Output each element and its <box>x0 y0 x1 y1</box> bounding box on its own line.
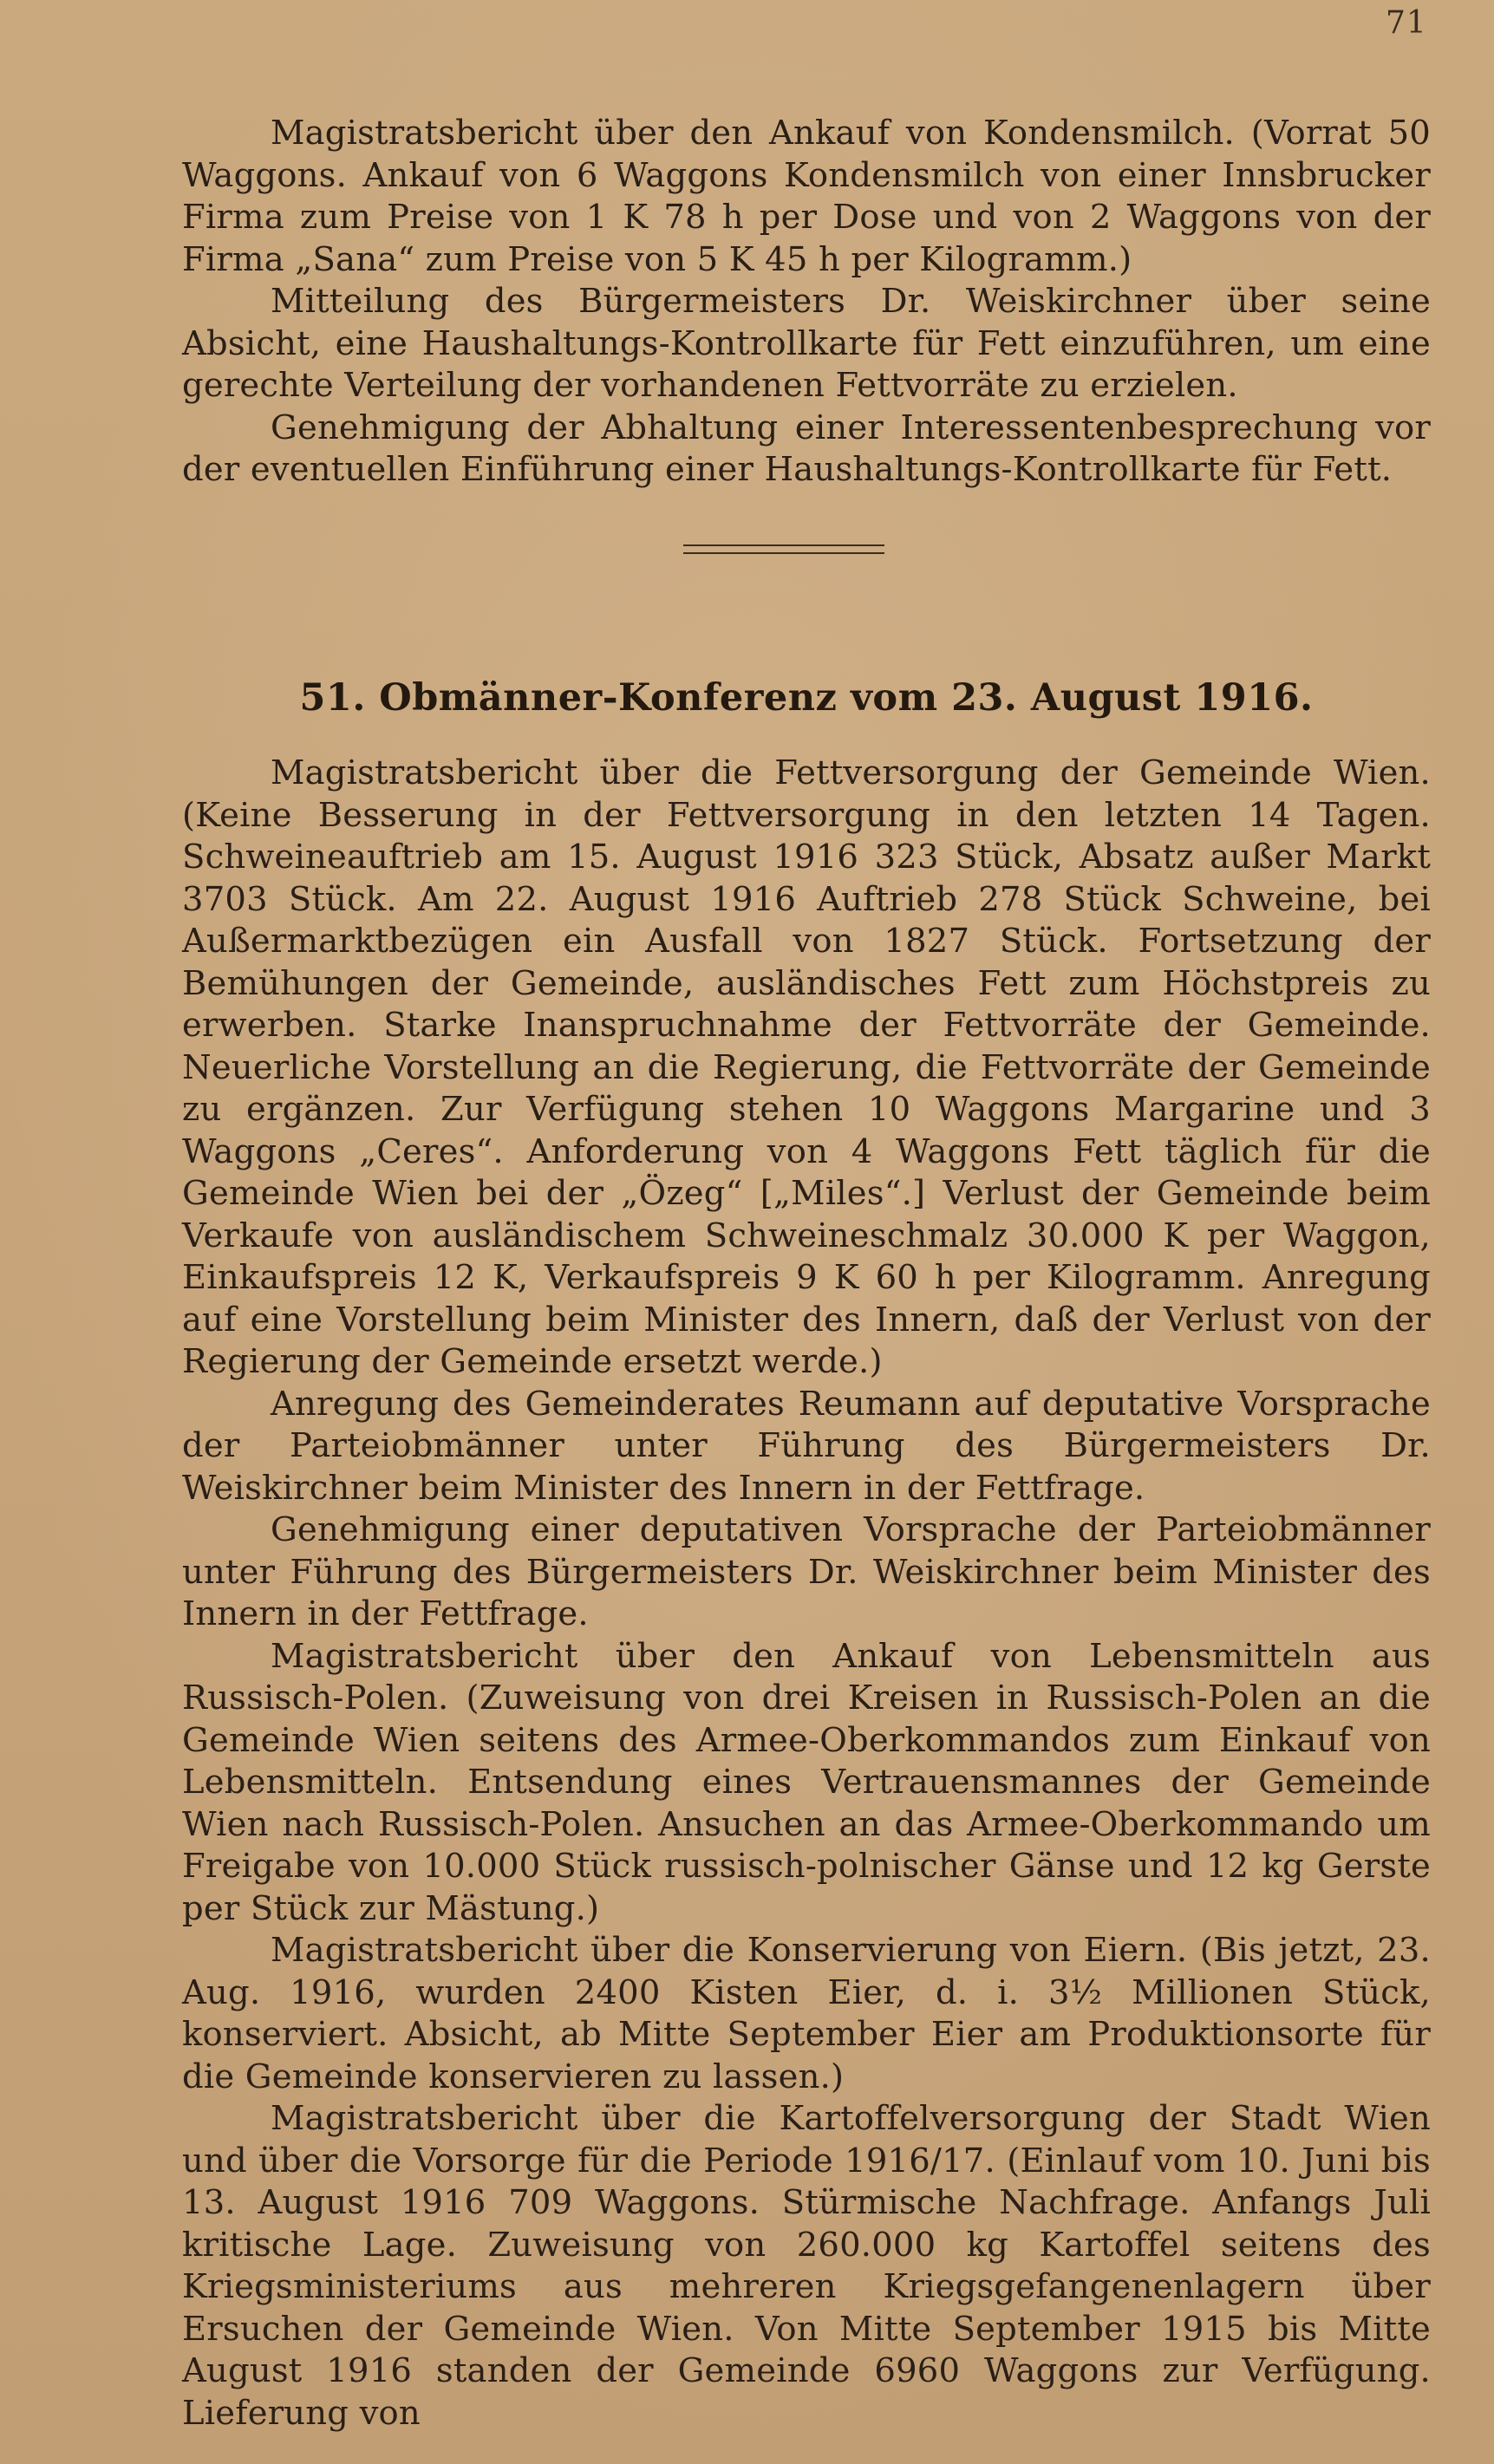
paragraph-fat-supply: Magistratsbericht über die Fettversorgung der Gemeinde Wien. (Keine Besserung in der Fettversorgung in den letzten 14 Tagen. Schweineauftrieb am 15. August 1916 323 Stück, Absatz außer Markt 3703 Stück. Am 22. August 1916 Auftrieb 278 Stück Schweine, bei Außermarktbezügen ein Ausfall von 1827 Stück. Fortsetzung der Bemühungen der Gemeinde, ausländisches Fett zum Höchstpreis zu erwerben. Starke Inanspruchnahme der Fettvorräte der Gemeinde. Neuerliche Vorstellung an die Regierung, die Fettvorräte der Gemeinde zu ergänzen. Zur Verfügung stehen 10 Waggons Margarine und 3 Waggons „Ceres“. Anforderung von 4 Waggons Fett täglich für die Gemeinde Wien bei der „Özeg“ [„Miles“.] Verlust der Gemeinde beim Verkaufe von ausländischem Schweineschmalz 30.000 K per Waggon, Einkaufspreis 12 K, Verkaufspreis 9 K 60 h per Kilogramm. Anregung auf eine Vorstellung beim Minister des Innern, daß der Verlust von der Regierung der Gemeinde ersetzt werde.) <box>182 753 1431 1381</box>
divider-rule-bottom <box>683 552 884 554</box>
paragraph-approval-meeting: Genehmigung der Abhaltung einer Interessentenbesprechung vor der eventuellen Einführung einer Haushaltungs-Kontrollkarte für Fett. <box>182 407 1431 489</box>
paragraph-approval-delegation: Genehmigung einer deputativen Vorsprache der Parteiobmänner unter Führung des Bürgermeisters Dr. Weiskirchner beim Minister des Innern in der Fettfrage. <box>182 1510 1431 1633</box>
paragraph-russian-poland: Magistratsbericht über den Ankauf von Lebensmitteln aus Russisch-Polen. (Zuweisung von drei Kreisen in Russisch-Polen an die Gemeinde Wien seitens des Armee-Oberkommandos zum Einkauf von Lebensmitteln. Entsendung eines Vertrauensmannes der Gemeinde Wien nach Russisch-Polen. Ansuchen an das Armee-Oberkommando um Freigabe von 10.000 Stück russisch-polnischer Gänse und 12 kg Gerste per Stück zur Mästung.) <box>182 1636 1431 1928</box>
paragraph-egg-conservation: Magistratsbericht über die Konservierung von Eiern. (Bis jetzt, 23. Aug. 1916, wurden 2400 Kisten Eier, d. i. 3½ Millionen Stück, konserviert. Absicht, ab Mitte September Eier am Produktionsorte für die Gemeinde konservieren zu lassen.) <box>182 1931 1431 2096</box>
paragraph-condensed-milk: Magistratsbericht über den Ankauf von Kondensmilch. (Vorrat 50 Waggons. Ankauf von 6 Waggons Kondensmilch von einer Innsbrucker Firma zum Preise von 1 K 78 h per Dose und von 2 Waggons von der Firma „Sana“ zum Preise von 5 K 45 h per Kilogramm.) <box>182 114 1431 279</box>
section-text-block <box>182 753 1431 2435</box>
divider-rule-top <box>683 544 884 546</box>
section-heading: 51. Obmänner-Konferenz vom 23. August 1916. <box>299 676 1314 720</box>
page-number: 71 <box>1386 5 1427 41</box>
paragraph-mayor-fat-card: Mitteilung des Bürgermeisters Dr. Weiskirchner über seine Absicht, eine Haushaltungs-Kontrollkarte für Fett einzuführen, um eine gerechte Verteilung der vorhandenen Fettvorräte zu erzielen. <box>182 282 1431 405</box>
section-divider <box>683 544 884 557</box>
paragraph-reumann-proposal: Anregung des Gemeinderates Reumann auf deputative Vorsprache der Parteiobmänner unter Führung des Bürgermeisters Dr. Weiskirchner beim Minister des Innern in der Fettfrage. <box>182 1384 1431 1508</box>
top-text-block <box>182 113 1431 492</box>
paragraph-potato-supply: Magistratsbericht über die Kartoffelversorgung der Stadt Wien und über die Vorsorge für die Periode 1916/17. (Einlauf vom 10. Juni bis 13. August 1916 709 Waggons. Stürmische Nachfrage. Anfangs Juli kritische Lage. Zuweisung von 260.000 kg Kartoffel seitens des Kriegsministeriums aus mehreren Kriegsgefangenenlagern über Ersuchen der Gemeinde Wien. Von Mitte September 1915 bis Mitte August 1916 standen der Gemeinde 6960 Waggons zur Verfügung. Lieferung von <box>182 2099 1431 2433</box>
